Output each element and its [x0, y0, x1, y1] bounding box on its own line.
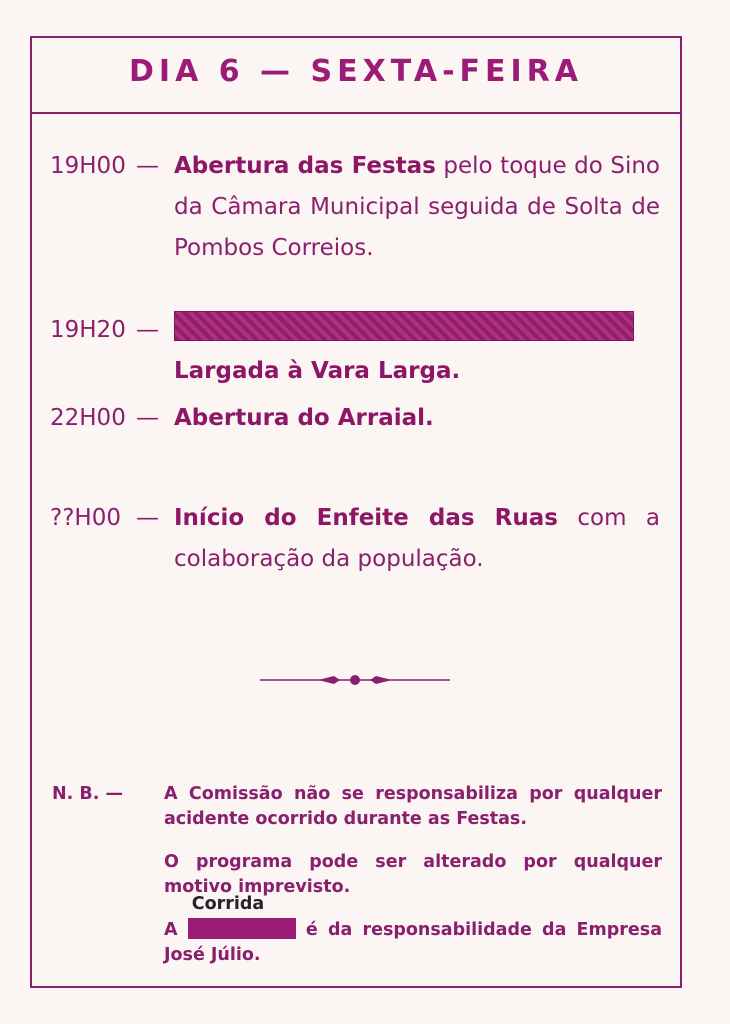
nb-note-3 — [164, 894, 662, 968]
nota-bene — [52, 850, 662, 900]
nota-bene — [52, 782, 662, 832]
nb-note-3-suffix: é da responsabilidade da Empresa José Júlio. — [164, 920, 662, 965]
entry-dash: — — [136, 153, 159, 179]
entry-description: pelo toque do Sino da Câmara Municipal seguida de Solta de Pombos Correios. — [174, 153, 660, 261]
entry-time: 19H20 — [50, 317, 126, 343]
schedule-entry — [50, 146, 660, 269]
entry-text — [174, 310, 660, 392]
entry-text — [174, 146, 660, 269]
page-frame — [30, 36, 682, 988]
entry-time: ??H00 — [50, 505, 121, 531]
entry-time: 22H00 — [50, 405, 126, 431]
entry-title: Largada à Vara Larga. — [174, 358, 461, 384]
schedule-entry — [50, 498, 660, 580]
redaction-block — [188, 894, 296, 939]
entry-description: com a colaboração da população. — [174, 505, 660, 572]
entry-text — [174, 498, 660, 580]
page-title: DIA 6 — SEXTA-FEIRA — [129, 54, 583, 89]
entry-title: Abertura das Festas — [174, 153, 436, 179]
entry-dash: — — [136, 405, 159, 431]
ornament-divider — [260, 670, 450, 690]
nb-note-1: A Comissão não se responsabiliza por qualquer acidente ocorrido durante as Festas. — [164, 784, 662, 829]
entry-title: Abertura do Arraial. — [174, 405, 434, 431]
entry-dash: — — [136, 505, 159, 531]
entry-text — [174, 398, 660, 439]
nota-bene — [52, 894, 662, 968]
nb-note-3-prefix: A — [164, 920, 178, 940]
entry-title: Início do Enfeite das Ruas — [174, 505, 558, 531]
entry-dash: — — [136, 317, 159, 343]
overlay-word: Corrida — [191, 894, 265, 914]
nb-note-2: O programa pode ser alterado por qualquer motivo imprevisto. — [164, 852, 662, 897]
entry-time: 19H00 — [50, 153, 126, 179]
title-rule — [32, 112, 680, 114]
schedule-entry — [50, 398, 660, 439]
redaction-block — [174, 311, 634, 341]
schedule-entry — [50, 310, 660, 392]
nb-label: N. B. — — [52, 784, 123, 804]
